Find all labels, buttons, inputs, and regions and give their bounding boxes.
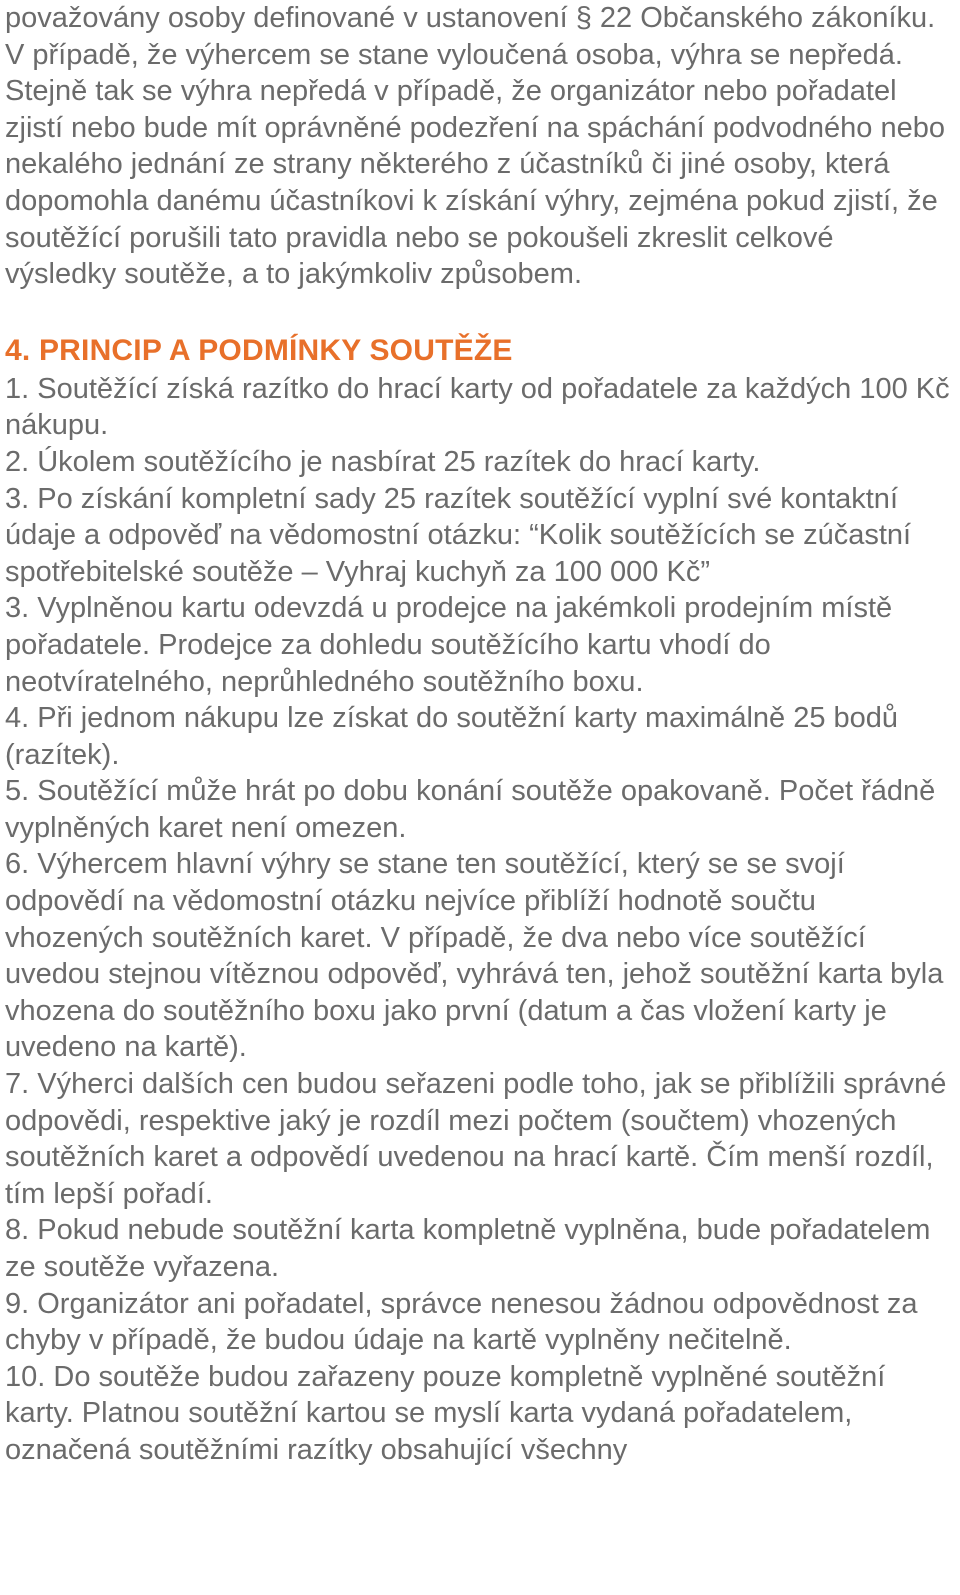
document-page bbox=[5, 0, 950, 1469]
rule-item: 8. Pokud nebude soutěžní karta kompletně vyplněna, bude pořadatelem ze soutěže vyřazena. bbox=[5, 1214, 931, 1283]
rule-item: 5. Soutěžící může hrát po dobu konání soutěže opakovaně. Počet řádně vyplněných karet není omezen. bbox=[5, 775, 936, 844]
rule-item: 10. Do soutěže budou zařazeny pouze kompletně vyplněné soutěžní karty. Platnou soutěžní kartou se myslí karta vydaná pořadatelem, označená soutěžními razítky obsahující všechny bbox=[5, 1360, 886, 1466]
rule-item: 3. Po získání kompletní sady 25 razítek soutěžící vyplní své kontaktní údaje a odpověď na vědomostní otázku: “Kolik soutěžících se zúčastní spotřebitelské soutěže – Vyhraj kuchyň za 100 000 Kč” bbox=[5, 482, 912, 588]
rule-item: 7. Výherci dalších cen budou seřazeni podle toho, jak se přiblížili správné odpovědi, respektive jaký je rozdíl mezi počtem (součtem) vhozených soutěžních karet a odpovědí uvedenou na hrací kartě. Čím menší rozdíl, tím lepší pořadí. bbox=[5, 1068, 947, 1210]
rule-item: 3. Vyplněnou kartu odevzdá u prodejce na jakémkoli prodejním místě pořadatele. Prodejce za dohledu soutěžícího kartu vhodí do neotvíratelného, neprůhledného soutěžního boxu. bbox=[5, 592, 893, 698]
intro-paragraph: považovány osoby definované v ustanovení § 22 Občanského zákoníku. V případě, že výhercem se stane vyloučená osoba, výhra se nepředá. Stejně tak se výhra nepředá v případě, že organizátor nebo pořadatel zjistí nebo bude mít oprávněné podezření na spáchání podvodného nebo nekalého jednání ze strany některého z účastníků či jiné osoby, která dopomohla danému účastníkovi k získání výhry, zejména pokud zjistí, že soutěžící porušili tato pravidla nebo se pokoušeli zkreslit celkové výsledky soutěže, a to jakýmkoliv způsobem. bbox=[5, 2, 945, 291]
rule-item: 1. Soutěžící získá razítko do hrací karty od pořadatele za každých 100 Kč nákupu. bbox=[5, 372, 950, 442]
rule-item: 4. Při jednom nákupu lze získat do soutěžní karty maximálně 25 bodů (razítek). bbox=[5, 702, 899, 771]
rules-list bbox=[5, 371, 950, 1469]
rule-item: 6. Výhercem hlavní výhry se stane ten soutěžící, který se se svojí odpovědí na vědomostní otázku nejvíce přiblíží hodnotě součtu vhozených soutěžních karet. V případě, že dva nebo více soutěžící uvedou stejnou vítěznou odpověď, vyhrává ten, jehož soutěžní karta byla vhozena do soutěžního boxu jako první (datum a čas vložení karty je uvedeno na kartě). bbox=[5, 848, 944, 1064]
section-heading: 4. PRINCIP A PODMÍNKY SOUTĚŽE bbox=[5, 333, 513, 367]
rule-item: 9. Organizátor ani pořadatel, správce nenesou žádnou odpovědnost za chyby v případě, že budou údaje na kartě vyplněny nečitelně. bbox=[5, 1287, 918, 1357]
rule-item: 2. Úkolem soutěžícího je nasbírat 25 razítek do hrací karty. bbox=[5, 445, 761, 478]
